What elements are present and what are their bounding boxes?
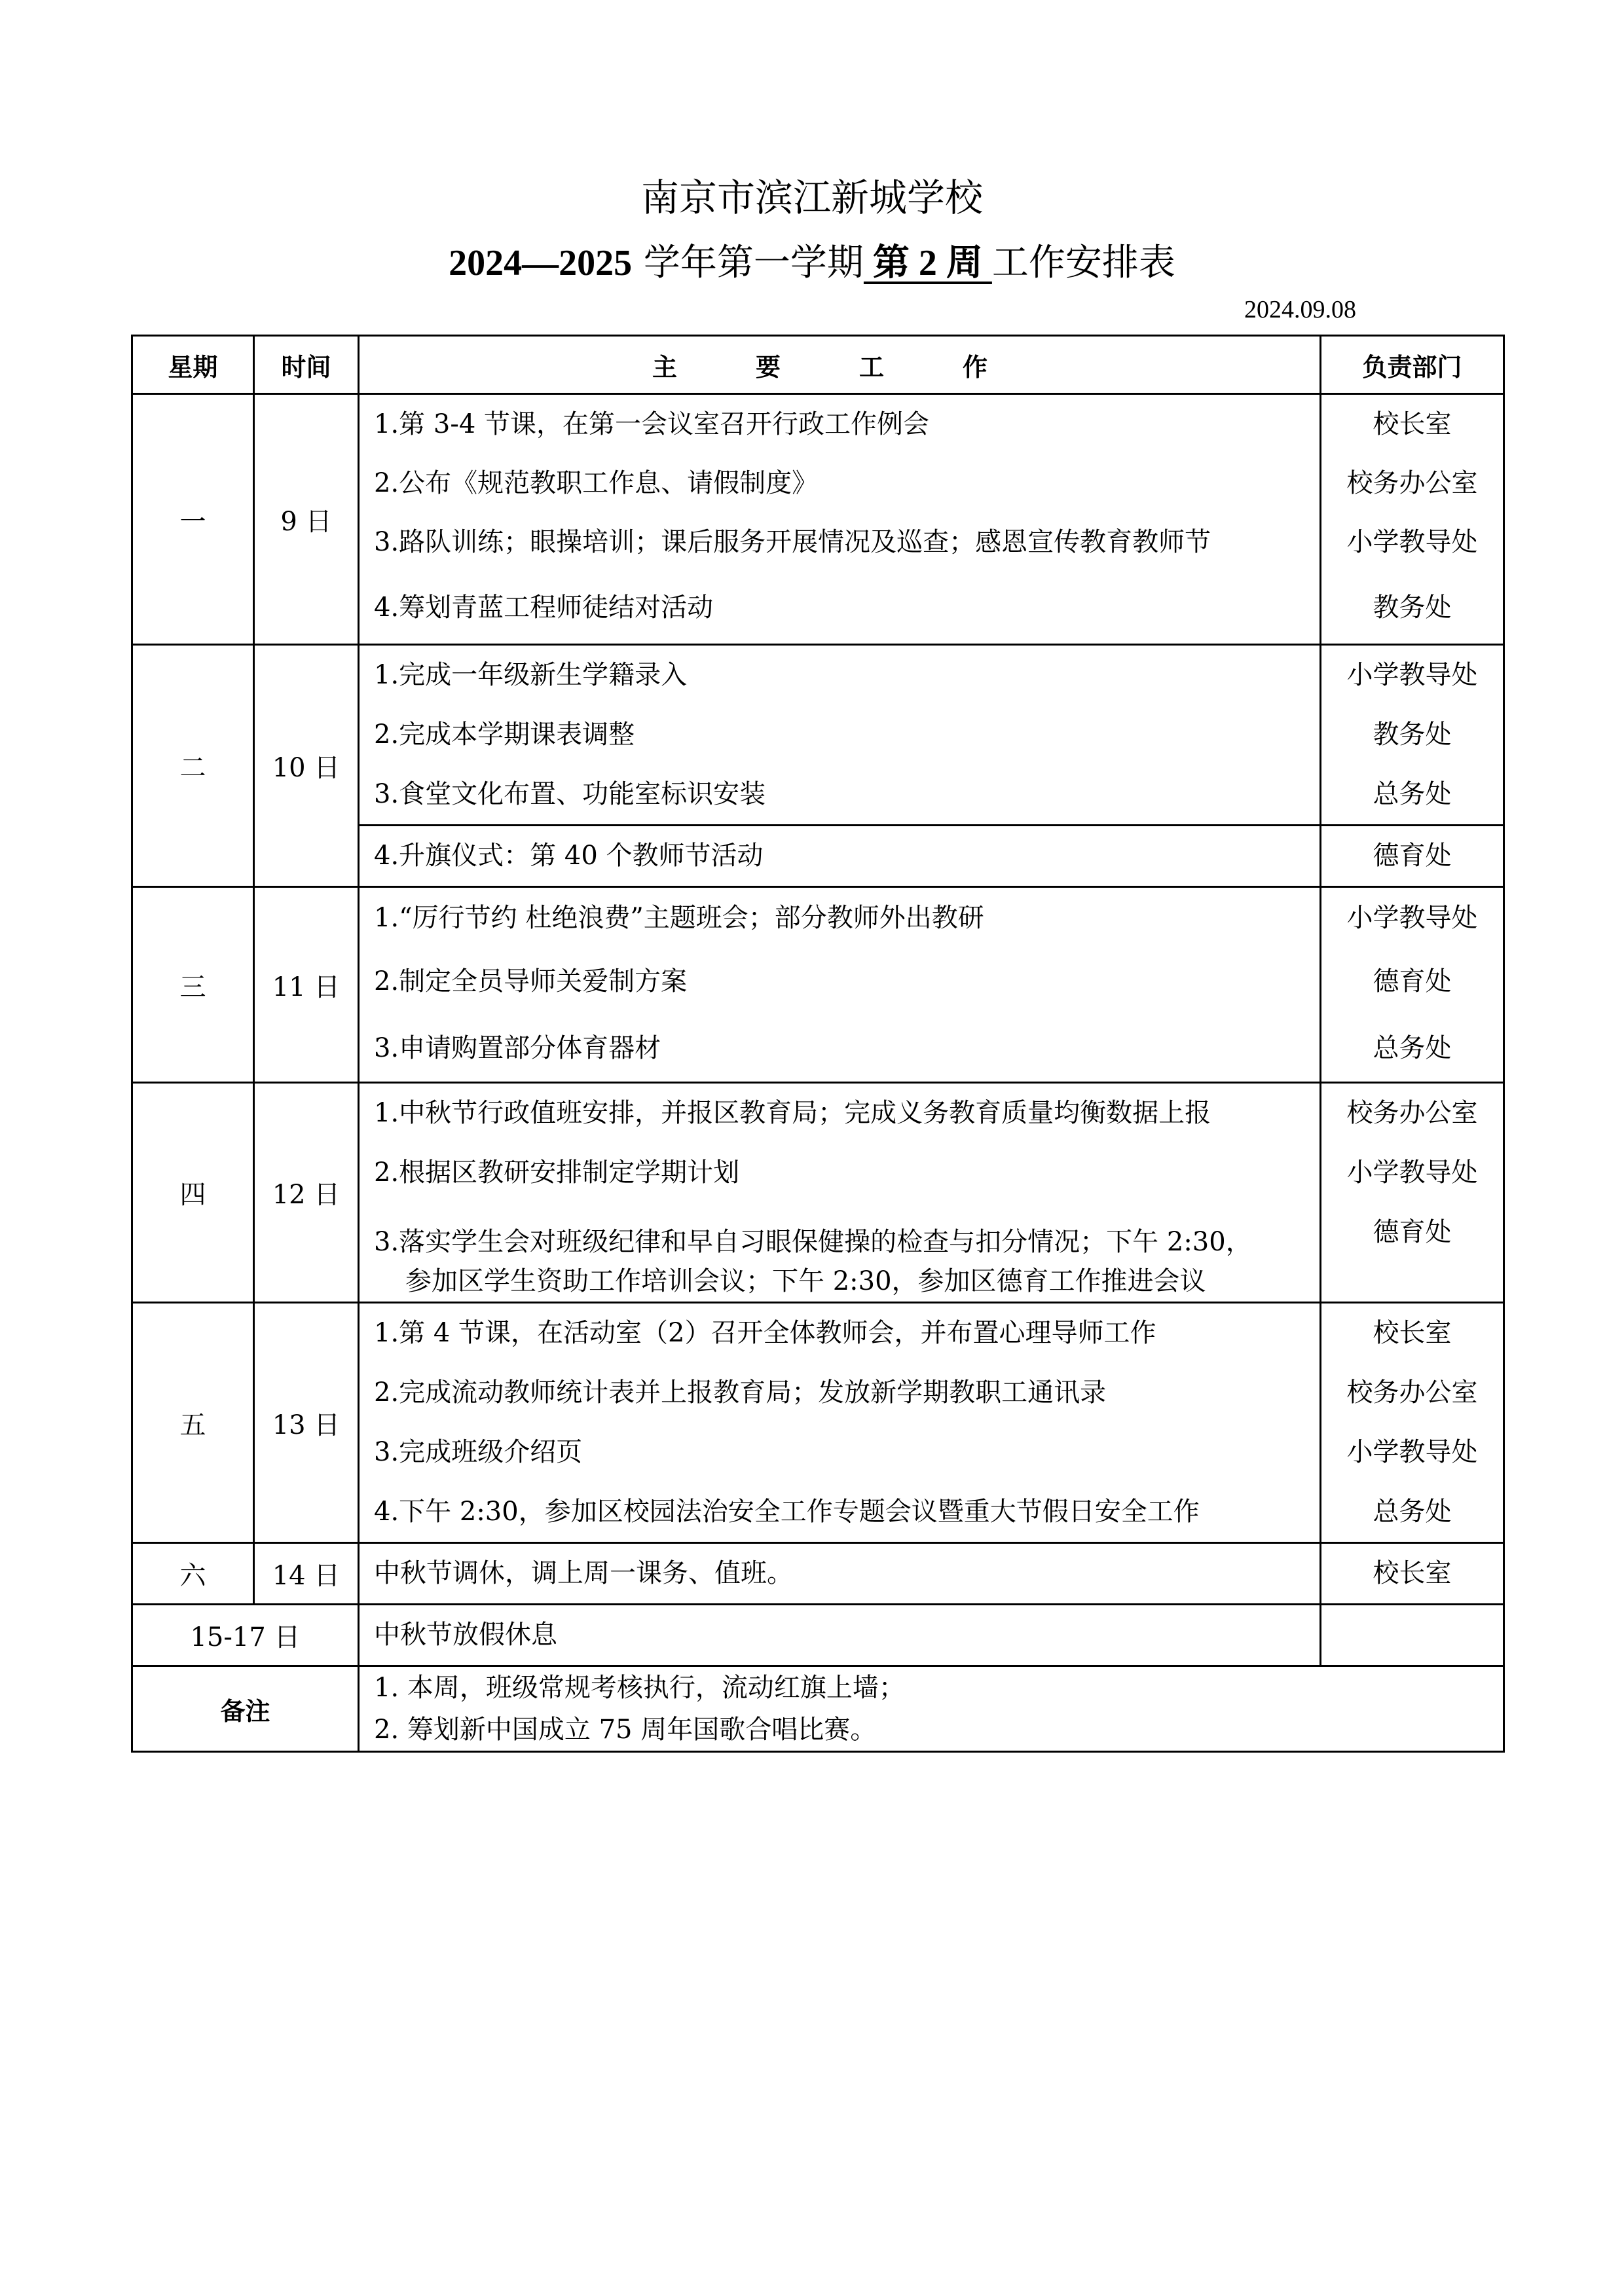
dept-item: 德育处: [1373, 1217, 1452, 1247]
dept-cell: [1321, 887, 1504, 1083]
header-main-work: 主要工作: [359, 336, 1321, 394]
work-item: 2.公布《规范教职工作息、请假制度》: [374, 468, 819, 498]
title-suffix: 工作安排表: [991, 242, 1175, 284]
dept-item: 总务处: [1373, 1033, 1452, 1063]
dept-cell: [1321, 1083, 1504, 1303]
school-name: 南京市滨江新城学校: [640, 175, 983, 220]
date-cell: 10 日: [254, 645, 359, 887]
work-item: 中秋节放假休息: [374, 1620, 557, 1650]
work-item: 1.第 4 节课，在活动室（2）召开全体教师会，并布置心理导师工作: [374, 1318, 1156, 1348]
work-cell: [359, 645, 1321, 826]
dept-item: 教务处: [1373, 592, 1452, 623]
work-cell: [359, 826, 1321, 887]
page-title: [0, 237, 1624, 289]
weekday-cell: 二: [132, 645, 254, 887]
work-item: 2.完成本学期课表调整: [374, 720, 635, 750]
weekday-cell: 三: [132, 887, 254, 1083]
table-row: [132, 645, 1504, 826]
dept-item: 小学教导处: [1346, 527, 1478, 557]
work-cell: [359, 887, 1321, 1083]
dept-item: 校长室: [1373, 409, 1452, 439]
work-item: 1.“厉行节约 杜绝浪费”主题班会；部分教师外出教研: [374, 903, 984, 933]
header-department: 负责部门: [1321, 336, 1504, 394]
table-row: [132, 887, 1504, 1083]
dept-cell: [1321, 826, 1504, 887]
dept-cell: [1321, 1605, 1504, 1666]
dept-item: 小学教导处: [1346, 660, 1478, 690]
work-item: 中秋节调休，调上周一课务、值班。: [374, 1558, 793, 1588]
work-cell: [359, 1605, 1321, 1666]
weekday-cell: 五: [132, 1303, 254, 1543]
date-cell: 13 日: [254, 1303, 359, 1543]
work-item: 1.中秋节行政值班安排，并报区教育局；完成义务教育质量均衡数据上报: [374, 1098, 1211, 1128]
dept-item: 小学教导处: [1346, 903, 1478, 933]
dept-item: 德育处: [1373, 966, 1452, 996]
issue-date: 2024.09.08: [1244, 296, 1356, 323]
table-header: [132, 336, 1504, 394]
work-cell: [359, 1543, 1321, 1605]
work-item: 4.升旗仪式：第 40 个教师节活动: [374, 841, 764, 871]
dept-cell: [1321, 1303, 1504, 1543]
weekday-cell: 六: [132, 1543, 254, 1605]
title-term: 学年第一学期: [632, 242, 864, 284]
date-cell: 14 日: [254, 1543, 359, 1605]
dept-cell: [1321, 645, 1504, 826]
work-item: 1.第 3-4 节课，在第一会议室召开行政工作例会: [374, 409, 930, 439]
work-item: 3.路队训练；眼操培训；课后服务开展情况及巡查；感恩宣传教育教师节: [374, 527, 1211, 557]
table-row: [132, 1083, 1504, 1303]
schedule-table: [131, 335, 1505, 1753]
table-row: [132, 1303, 1504, 1543]
work-item: 3.完成班级介绍页: [374, 1437, 583, 1467]
dept-item: 小学教导处: [1346, 1157, 1478, 1188]
dept-item: 校长室: [1373, 1558, 1452, 1588]
date-cell: 11 日: [254, 887, 359, 1083]
holiday-date-cell: 15-17 日: [132, 1605, 359, 1666]
work-cell: [359, 394, 1321, 645]
note-item: 2. 筹划新中国成立 75 周年国歌合唱比赛。: [374, 1715, 877, 1745]
work-item: 3.食堂文化布置、功能室标识安装: [374, 779, 766, 809]
work-cell: [359, 1083, 1321, 1303]
dept-item: 德育处: [1373, 841, 1452, 871]
header-time: 时间: [254, 336, 359, 394]
dept-item: 校务办公室: [1346, 468, 1478, 498]
dept-item: 校务办公室: [1346, 1377, 1478, 1408]
work-item: 1.完成一年级新生学籍录入: [374, 660, 688, 690]
table-row: [132, 394, 1504, 645]
dept-cell: [1321, 394, 1504, 645]
table-row: [132, 1543, 1504, 1605]
dept-item: 小学教导处: [1346, 1437, 1478, 1467]
date-cell: 12 日: [254, 1083, 359, 1303]
notes-row: [132, 1666, 1504, 1752]
notes-cell: [359, 1666, 1504, 1752]
dept-item: 总务处: [1373, 779, 1452, 809]
work-item: 4.下午 2:30，参加区校园法治安全工作专题会议暨重大节假日安全工作: [374, 1497, 1200, 1527]
title-years: 2024—2025: [449, 243, 633, 283]
note-item: 1. 本周，班级常规考核执行，流动红旗上墙；: [374, 1673, 905, 1703]
header-weekday: 星期: [132, 336, 254, 394]
weekday-cell: 一: [132, 394, 254, 645]
work-item: 2.根据区教研安排制定学期计划: [374, 1157, 740, 1188]
dept-item: 总务处: [1373, 1497, 1452, 1527]
work-item: 3.申请购置部分体育器材: [374, 1033, 661, 1063]
notes-label: 备注: [132, 1666, 359, 1752]
dept-item: 校务办公室: [1346, 1098, 1478, 1128]
title-week: 第 2 周: [863, 243, 992, 283]
work-item: 4.筹划青蓝工程师徒结对活动: [374, 592, 714, 623]
table-row: [132, 1605, 1504, 1666]
work-item: 3.落实学生会对班级纪律和早自习眼保健操的检查与扣分情况；下午 2:30， 参加区学生资助工作培训会议；下午 2:30，参加区德育工作推进会议: [374, 1227, 1252, 1296]
work-item: 2.制定全员导师关爱制方案: [374, 966, 688, 996]
dept-cell: [1321, 1543, 1504, 1605]
work-item: 2.完成流动教师统计表并上报教育局；发放新学期教职工通讯录: [374, 1377, 1107, 1408]
dept-item: 教务处: [1373, 720, 1452, 750]
date-cell: 9 日: [254, 394, 359, 645]
work-cell: [359, 1303, 1321, 1543]
weekday-cell: 四: [132, 1083, 254, 1303]
dept-item: 校长室: [1373, 1318, 1452, 1348]
